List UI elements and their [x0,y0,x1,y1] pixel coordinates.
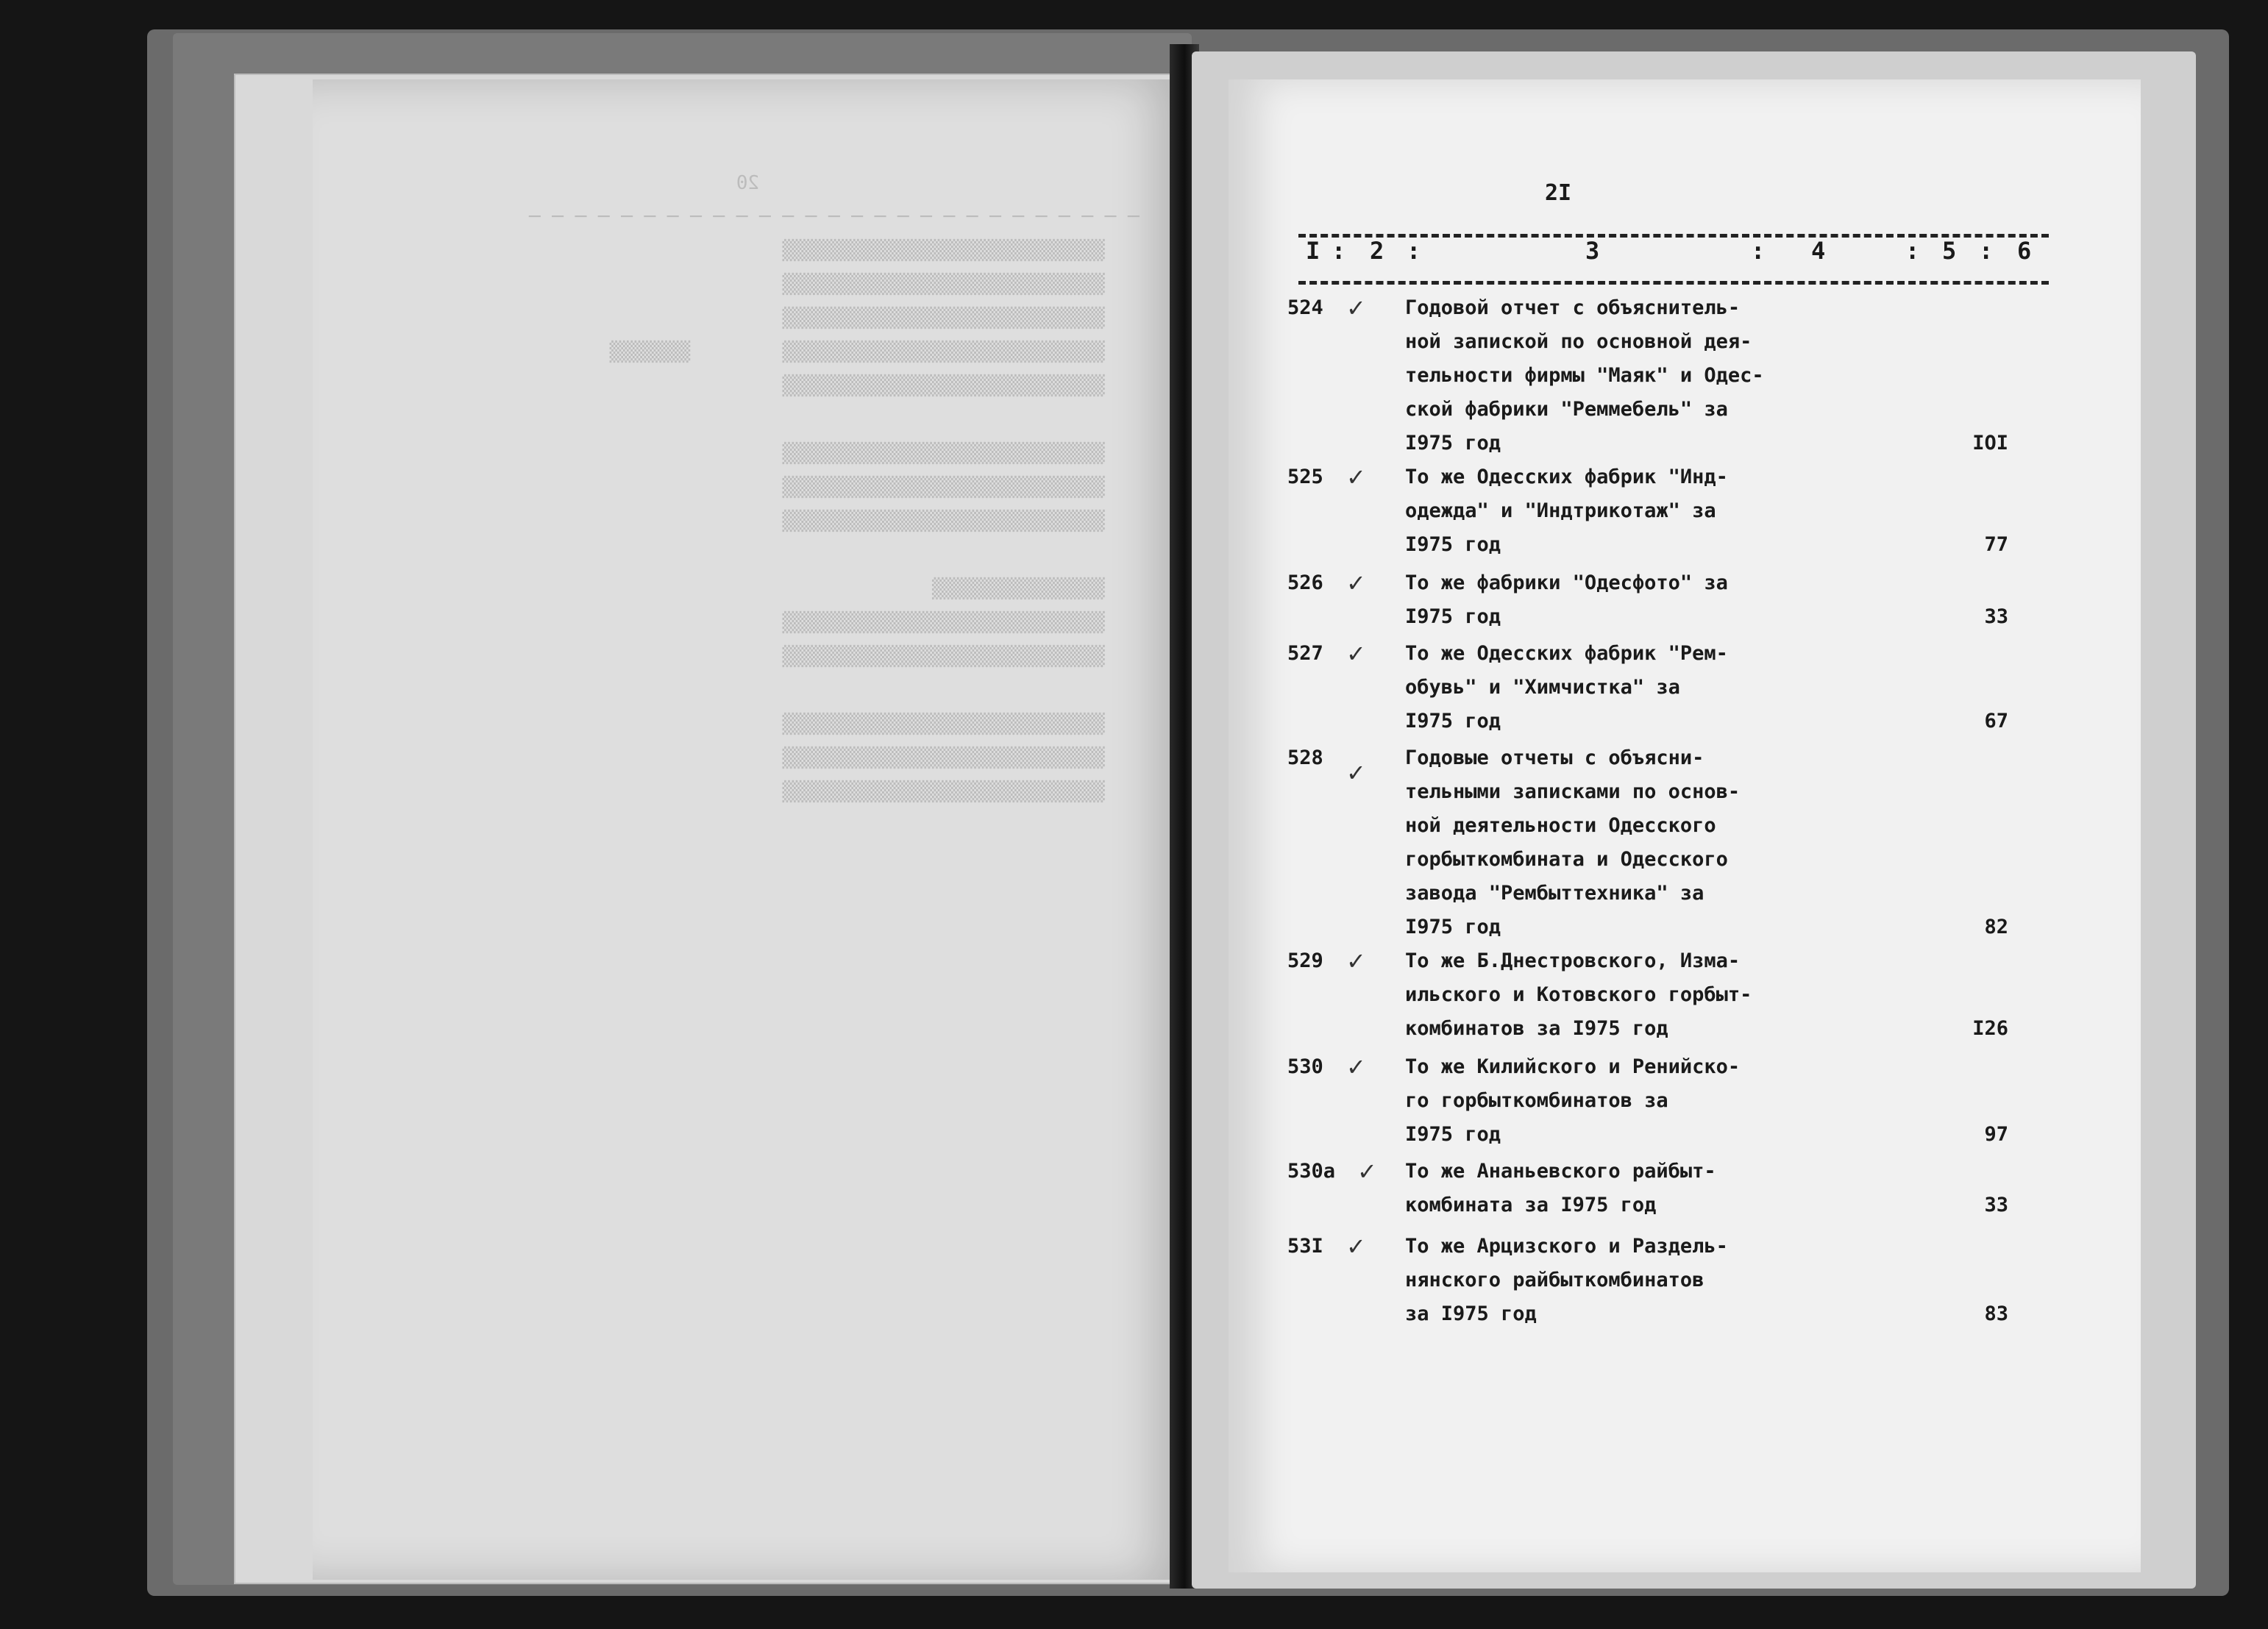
entry-description: То же Б.Днестровского, Изма- ильского и Котовского горбыт- комбинатов за I975 год [1405,949,1752,1040]
header-rule-bottom [1298,281,2049,285]
entry-description: То же фабрики "Одесфото" за I975 год [1405,571,1728,628]
entry-number: 529 [1287,949,1323,972]
entry-count: 97 [1984,1123,2008,1146]
checkmark-icon: ✓ [1346,640,1366,668]
entry-number: 530а [1287,1160,1336,1183]
column-header-6: 6 [2017,237,2032,265]
entry-number: 527 [1287,642,1323,665]
column-sep: : [1407,237,1421,265]
column-header-1: I [1306,237,1320,265]
column-header-5: 5 [1942,237,1957,265]
entry-count: 67 [1984,710,2008,732]
entry-description: Годовые отчеты с объясни- тельными записками по основ- ной деятельности Одесского горбыткомбината и Одесского завода "Рембыттехника" за I975 год [1405,746,1741,938]
column-sep: : [1979,237,1994,265]
column-sep: : [1332,237,1346,265]
entry-description: То же Арцизского и Раздель- нянского райбыткомбинатов за I975 год [1405,1235,1728,1325]
column-header-3: 3 [1585,237,1600,265]
entry-number: 526 [1287,571,1323,594]
entry-count: I26 [1972,1017,2008,1040]
entry-number: 530 [1287,1055,1323,1078]
entry-count: 33 [1984,1194,2008,1216]
checkmark-icon: ✓ [1346,947,1366,975]
checkmark-icon: ✓ [1346,463,1366,491]
entry-number: 528 [1287,746,1323,769]
entry-number: 525 [1287,466,1323,488]
entry-count: 77 [1984,533,2008,556]
entry-description: То же Одесских фабрик "Инд- одежда" и "Индтрикотаж" за I975 год [1405,466,1728,556]
left-page-bleed-through: 20 ─ ─ ─ ─ ─ ─ ─ ─ ─ ─ ─ ─ ─ ─ ─ ─ ─ ─ ─ ─ ─ ─ ─ ─ ─ ─ ─ ▒▒▒▒▒▒▒▒▒▒▒▒▒▒▒▒▒▒▒▒▒▒▒▒▒▒▒▒ ▒▒▒▒▒▒▒▒▒▒▒▒▒▒▒▒▒▒▒▒▒▒▒▒▒▒▒▒ ▒▒▒▒▒▒▒▒▒▒▒▒▒▒▒▒▒▒▒▒▒▒▒▒▒▒▒▒ ▒▒▒▒▒▒▒▒▒▒▒▒▒▒▒▒▒▒▒▒▒▒▒▒▒▒▒▒ ▒▒▒▒▒▒▒ ▒▒▒▒▒▒▒▒▒▒▒▒▒▒▒▒▒▒▒▒▒▒▒▒▒▒▒▒ ▒▒▒▒▒▒▒▒▒▒▒▒▒▒▒▒▒▒▒▒▒▒▒▒▒▒▒▒ ▒▒▒▒▒▒▒▒▒▒▒▒▒▒▒▒▒▒▒▒▒▒▒▒▒▒▒▒ ▒▒▒▒▒▒▒▒▒▒▒▒▒▒▒▒▒▒▒▒▒▒▒▒▒▒▒▒ ▒▒▒▒▒▒▒▒▒▒▒▒▒▒▒ ▒▒▒▒▒▒▒▒▒▒▒▒▒▒▒▒▒▒▒▒▒▒▒▒▒▒▒▒ ▒▒▒▒▒▒▒▒▒▒▒▒▒▒▒▒▒▒▒▒▒▒▒▒▒▒▒▒ ▒▒▒▒▒▒▒▒▒▒▒▒▒▒▒▒▒▒▒▒▒▒▒▒▒▒▒▒ ▒▒▒▒▒▒▒▒▒▒▒▒▒▒▒▒▒▒▒▒▒▒▒▒▒▒▒▒ ▒▒▒▒▒▒▒▒▒▒▒▒▒▒▒▒▒▒▒▒▒▒▒▒▒▒▒▒ [529,172,1140,803]
column-sep: : [1751,237,1766,265]
entry-count: 33 [1984,605,2008,628]
entry-count: IOI [1972,432,2008,455]
checkmark-icon: ✓ [1357,1158,1377,1186]
checkmark-icon: ✓ [1346,1233,1366,1261]
entry-number: 524 [1287,296,1323,319]
column-header-2: 2 [1370,237,1384,265]
checkmark-icon: ✓ [1346,294,1366,322]
column-sep: : [1905,237,1920,265]
entry-description: То же Одесских фабрик "Рем- обувь" и "Химчистка" за I975 год [1405,642,1728,732]
checkmark-icon: ✓ [1346,1053,1366,1081]
entry-description: Годовой отчет с объяснитель- ной запиской по основной дея- тельности фирмы "Маяк" и Одес- ской фабрики "Реммебель" за I975 год [1405,296,1764,455]
column-header-4: 4 [1811,237,1826,265]
entry-count: 82 [1984,916,2008,938]
page-number: 2I [1545,180,1572,206]
entry-number: 53I [1287,1235,1323,1258]
entry-count: 83 [1984,1302,2008,1325]
entry-description: То же Килийского и Ренийско- го горбыткомбинатов за I975 год [1405,1055,1741,1146]
entry-description: То же Ананьевского райбыт- комбината за I975 год [1405,1160,1716,1216]
checkmark-icon: ✓ [1346,569,1366,597]
checkmark-icon: ✓ [1346,759,1366,787]
